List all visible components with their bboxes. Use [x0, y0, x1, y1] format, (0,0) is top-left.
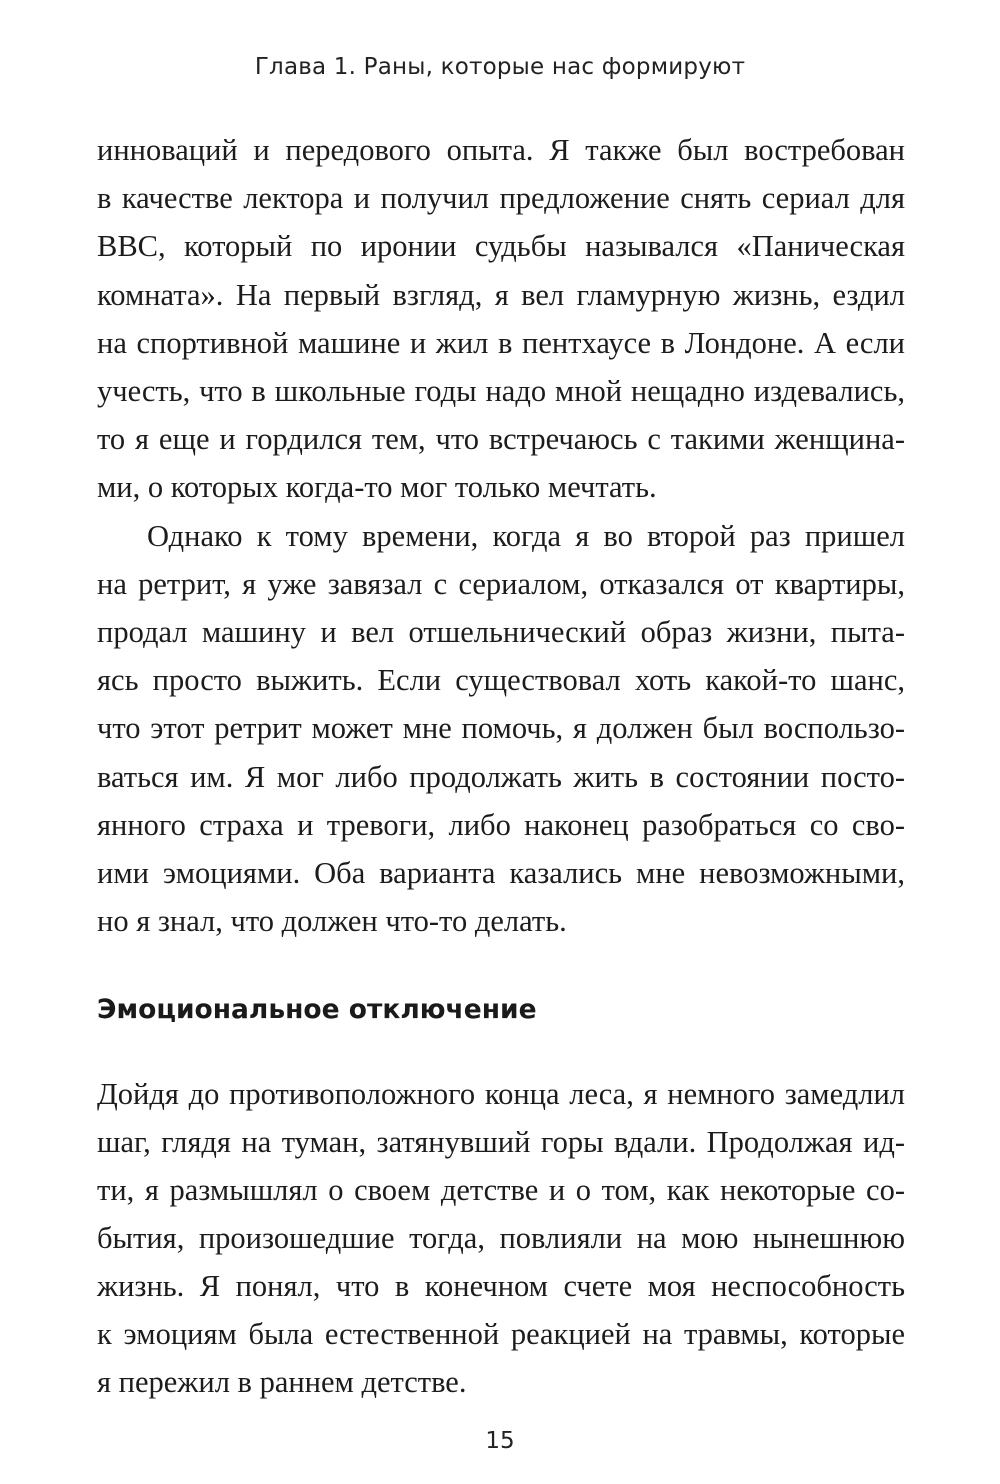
- text-line: бытия, произошедшие тогда, повлияли на мою нынешнюю: [97, 1221, 905, 1255]
- text-line: продал машину и вел отшельнический образ жизни, пыта-: [97, 615, 905, 649]
- text-line: янного страха и тревоги, либо наконец разобраться со сво-: [97, 808, 905, 842]
- running-head: Глава 1. Раны, которые нас формируют: [254, 54, 746, 80]
- text-line: инноваций и передового опыта. Я также был востребован: [97, 133, 905, 167]
- text-line: ти, я размышлял о своем детстве и о том, как некоторые со-: [97, 1173, 905, 1207]
- section-heading: Эмоциональное отключение: [97, 994, 537, 1025]
- text-line: комната». На первый взгляд, я вел гламурную жизнь, ездил: [97, 278, 905, 312]
- text-line: ими эмоциями. Оба варианта казались мне невозможными,: [97, 856, 905, 890]
- text-line: ваться им. Я мог либо продолжать жить в состоянии посто-: [97, 760, 905, 794]
- text-line: ясь просто выжить. Если существовал хоть какой-то шанс,: [97, 663, 905, 697]
- text-line: я пережил в раннем детстве.: [97, 1365, 467, 1399]
- text-line: жизнь. Я понял, что в конечном счете моя неспособность: [97, 1269, 905, 1303]
- text-line: в качестве лектора и получил предложение снять сериал для: [97, 181, 905, 215]
- text-line: шаг, глядя на туман, затянувший горы вдали. Продолжая ид-: [97, 1125, 905, 1159]
- text-line: Дойдя до противоположного конца леса, я немного замедлил: [97, 1077, 905, 1111]
- text-line: что этот ретрит может мне помочь, я должен был воспользо-: [97, 711, 905, 745]
- text-line: Однако к тому времени, когда я во второй раз пришел: [147, 519, 905, 553]
- text-line: BBC, который по иронии судьбы назывался «Паническая: [97, 229, 905, 263]
- text-line: к эмоциям была естественной реакцией на травмы, которые: [97, 1317, 905, 1351]
- text-line: на спортивной машине и жил в пентхаусе в Лондоне. А если: [97, 326, 905, 360]
- text-line: но я знал, что должен что-то делать.: [97, 904, 567, 938]
- text-line: то я еще и гордился тем, что встречаюсь с такими женщина-: [97, 422, 905, 456]
- text-line: на ретрит, я уже завязал с сериалом, отказался от квартиры,: [97, 567, 905, 601]
- text-line: ми, о которых когда-то мог только мечтать.: [97, 470, 657, 504]
- page-number: 15: [485, 1428, 515, 1454]
- text-line: учесть, что в школьные годы надо мной нещадно издевались,: [97, 374, 905, 408]
